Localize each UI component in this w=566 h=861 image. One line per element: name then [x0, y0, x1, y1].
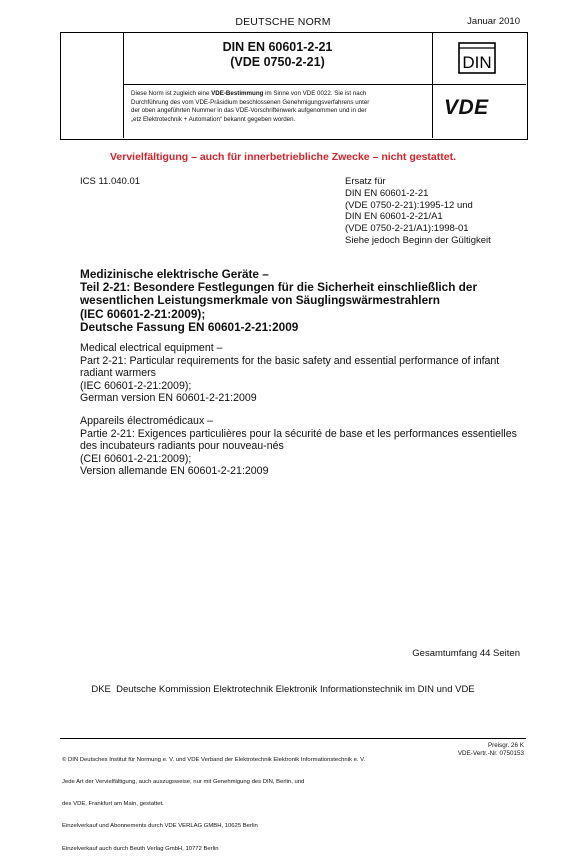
title-german [80, 268, 540, 334]
din-logo [458, 42, 496, 74]
vde-note-line: der oben angeführten Nummer in das VDE-Vorschriftenwerk aufgenommen und in der [131, 107, 367, 114]
vde-regulation-note [131, 90, 427, 124]
vde-note-line: Diese Norm ist zugleich eine VDE-Bestimmung im Sinne von VDE 0022. Sie ist nach [131, 90, 367, 97]
title-french [80, 415, 535, 478]
title-english [80, 342, 535, 405]
title-english-line: radiant warmers [80, 367, 156, 380]
copyright-footer [62, 742, 422, 861]
vde-distribution-number: VDE-Vertr.-Nr. 0750153 [457, 750, 524, 758]
vde-note-line: Durchführung des vom VDE-Präsidium beschlossenen Genehmigungsverfahrens unter [131, 98, 370, 106]
replacement-line: (VDE 0750-2-21/A1):1998-01 [345, 223, 469, 235]
title-french-line: des incubateurs radiants pour nouveau-nés [80, 440, 284, 453]
replacement-line: Siehe jedoch Beginn der Gültigkeit [345, 234, 491, 246]
replacement-line: DIN EN 60601-2-21 [345, 187, 429, 199]
frame-divider-right [432, 32, 433, 138]
title-french-line: Version allemande EN 60601-2-21:2009 [80, 465, 269, 478]
dke-committee: DKE Deutsche Kommission Elektrotechnik Elektronik Informationstechnik im DIN und VDE [91, 684, 475, 695]
title-english-line: Medical electrical equipment – [80, 342, 223, 354]
din-logo-text: DIN [462, 53, 492, 72]
footer-line: Jede Art der Vervielfältigung, auch auszugsweise, nur mit Genehmigung des DIN, Berlin, und [62, 779, 305, 786]
replacement-line: DIN EN 60601-2-21/A1 [345, 211, 443, 223]
footer-line: Einzelverkauf auch durch Beuth Verlag GmbH, 10772 Berlin [62, 845, 219, 852]
copy-warning: Vervielfältigung – auch für innerbetriebliche Zwecke – nicht gestattet. [109, 151, 456, 163]
title-english-line: (IEC 60601-2-21:2009); [80, 379, 192, 392]
total-page-count: Gesamtumfang 44 Seiten [412, 648, 520, 659]
footer-line: © DIN Deutsches Institut für Normung e. V. und VDE Verband der Elektrotechnik Elektronik Informationstechnik e. V. [62, 756, 366, 763]
replacement-line: (VDE 0750-2-21):1995-12 und [345, 199, 473, 211]
standard-number-line2: (VDE 0750-2-21) [230, 55, 325, 69]
price-group-footer [458, 742, 524, 759]
title-english-line: German version EN 60601-2-21:2009 [80, 392, 257, 405]
document-type-header: DEUTSCHE NORM [235, 16, 331, 28]
vde-note-line: „etz Elektrotechnik + Automation“ bekannt gegeben worden. [131, 115, 296, 123]
title-german-line: Medizinische elektrische Geräte – [80, 267, 269, 281]
frame-divider-middle [123, 84, 526, 85]
replacement-line: Ersatz für [345, 176, 386, 187]
title-german-line: Teil 2-21: Besondere Festlegungen für die Sicherheit einschließlich der [80, 280, 478, 295]
replacement-notice [345, 176, 545, 247]
footer-line: Einzelverkauf und Abonnements durch VDE VERLAG GMBH, 10625 Berlin [62, 823, 258, 830]
title-german-line: (IEC 60601-2-21:2009); [80, 306, 206, 321]
title-french-line: (CEI 60601-2-21:2009); [80, 452, 192, 465]
title-german-line: wesentlichen Leistungsmerkmale von Säuglingswärmestrahlern [80, 293, 440, 308]
title-english-line: Part 2-21: Particular requirements for the basic safety and essential performance of infant [80, 354, 500, 367]
title-french-line: Appareils électromédicaux – [80, 415, 214, 427]
footer-divider [60, 738, 526, 739]
footer-line: des VDE, Frankfurt am Main, gestattet. [62, 801, 164, 808]
standard-number [123, 40, 432, 70]
title-french-line: Partie 2-21: Exigences particulières pour la sécurité de base et les performances essentielles [80, 427, 517, 440]
vde-logo: VDE [444, 96, 489, 119]
price-group: Preisgr. 26 K [487, 742, 524, 749]
publication-date: Januar 2010 [467, 16, 520, 27]
title-german-line: Deutsche Fassung EN 60601-2-21:2009 [80, 319, 299, 334]
ics-code: ICS 11.040.01 [80, 176, 141, 187]
standard-number-line1: DIN EN 60601-2-21 [222, 40, 333, 54]
